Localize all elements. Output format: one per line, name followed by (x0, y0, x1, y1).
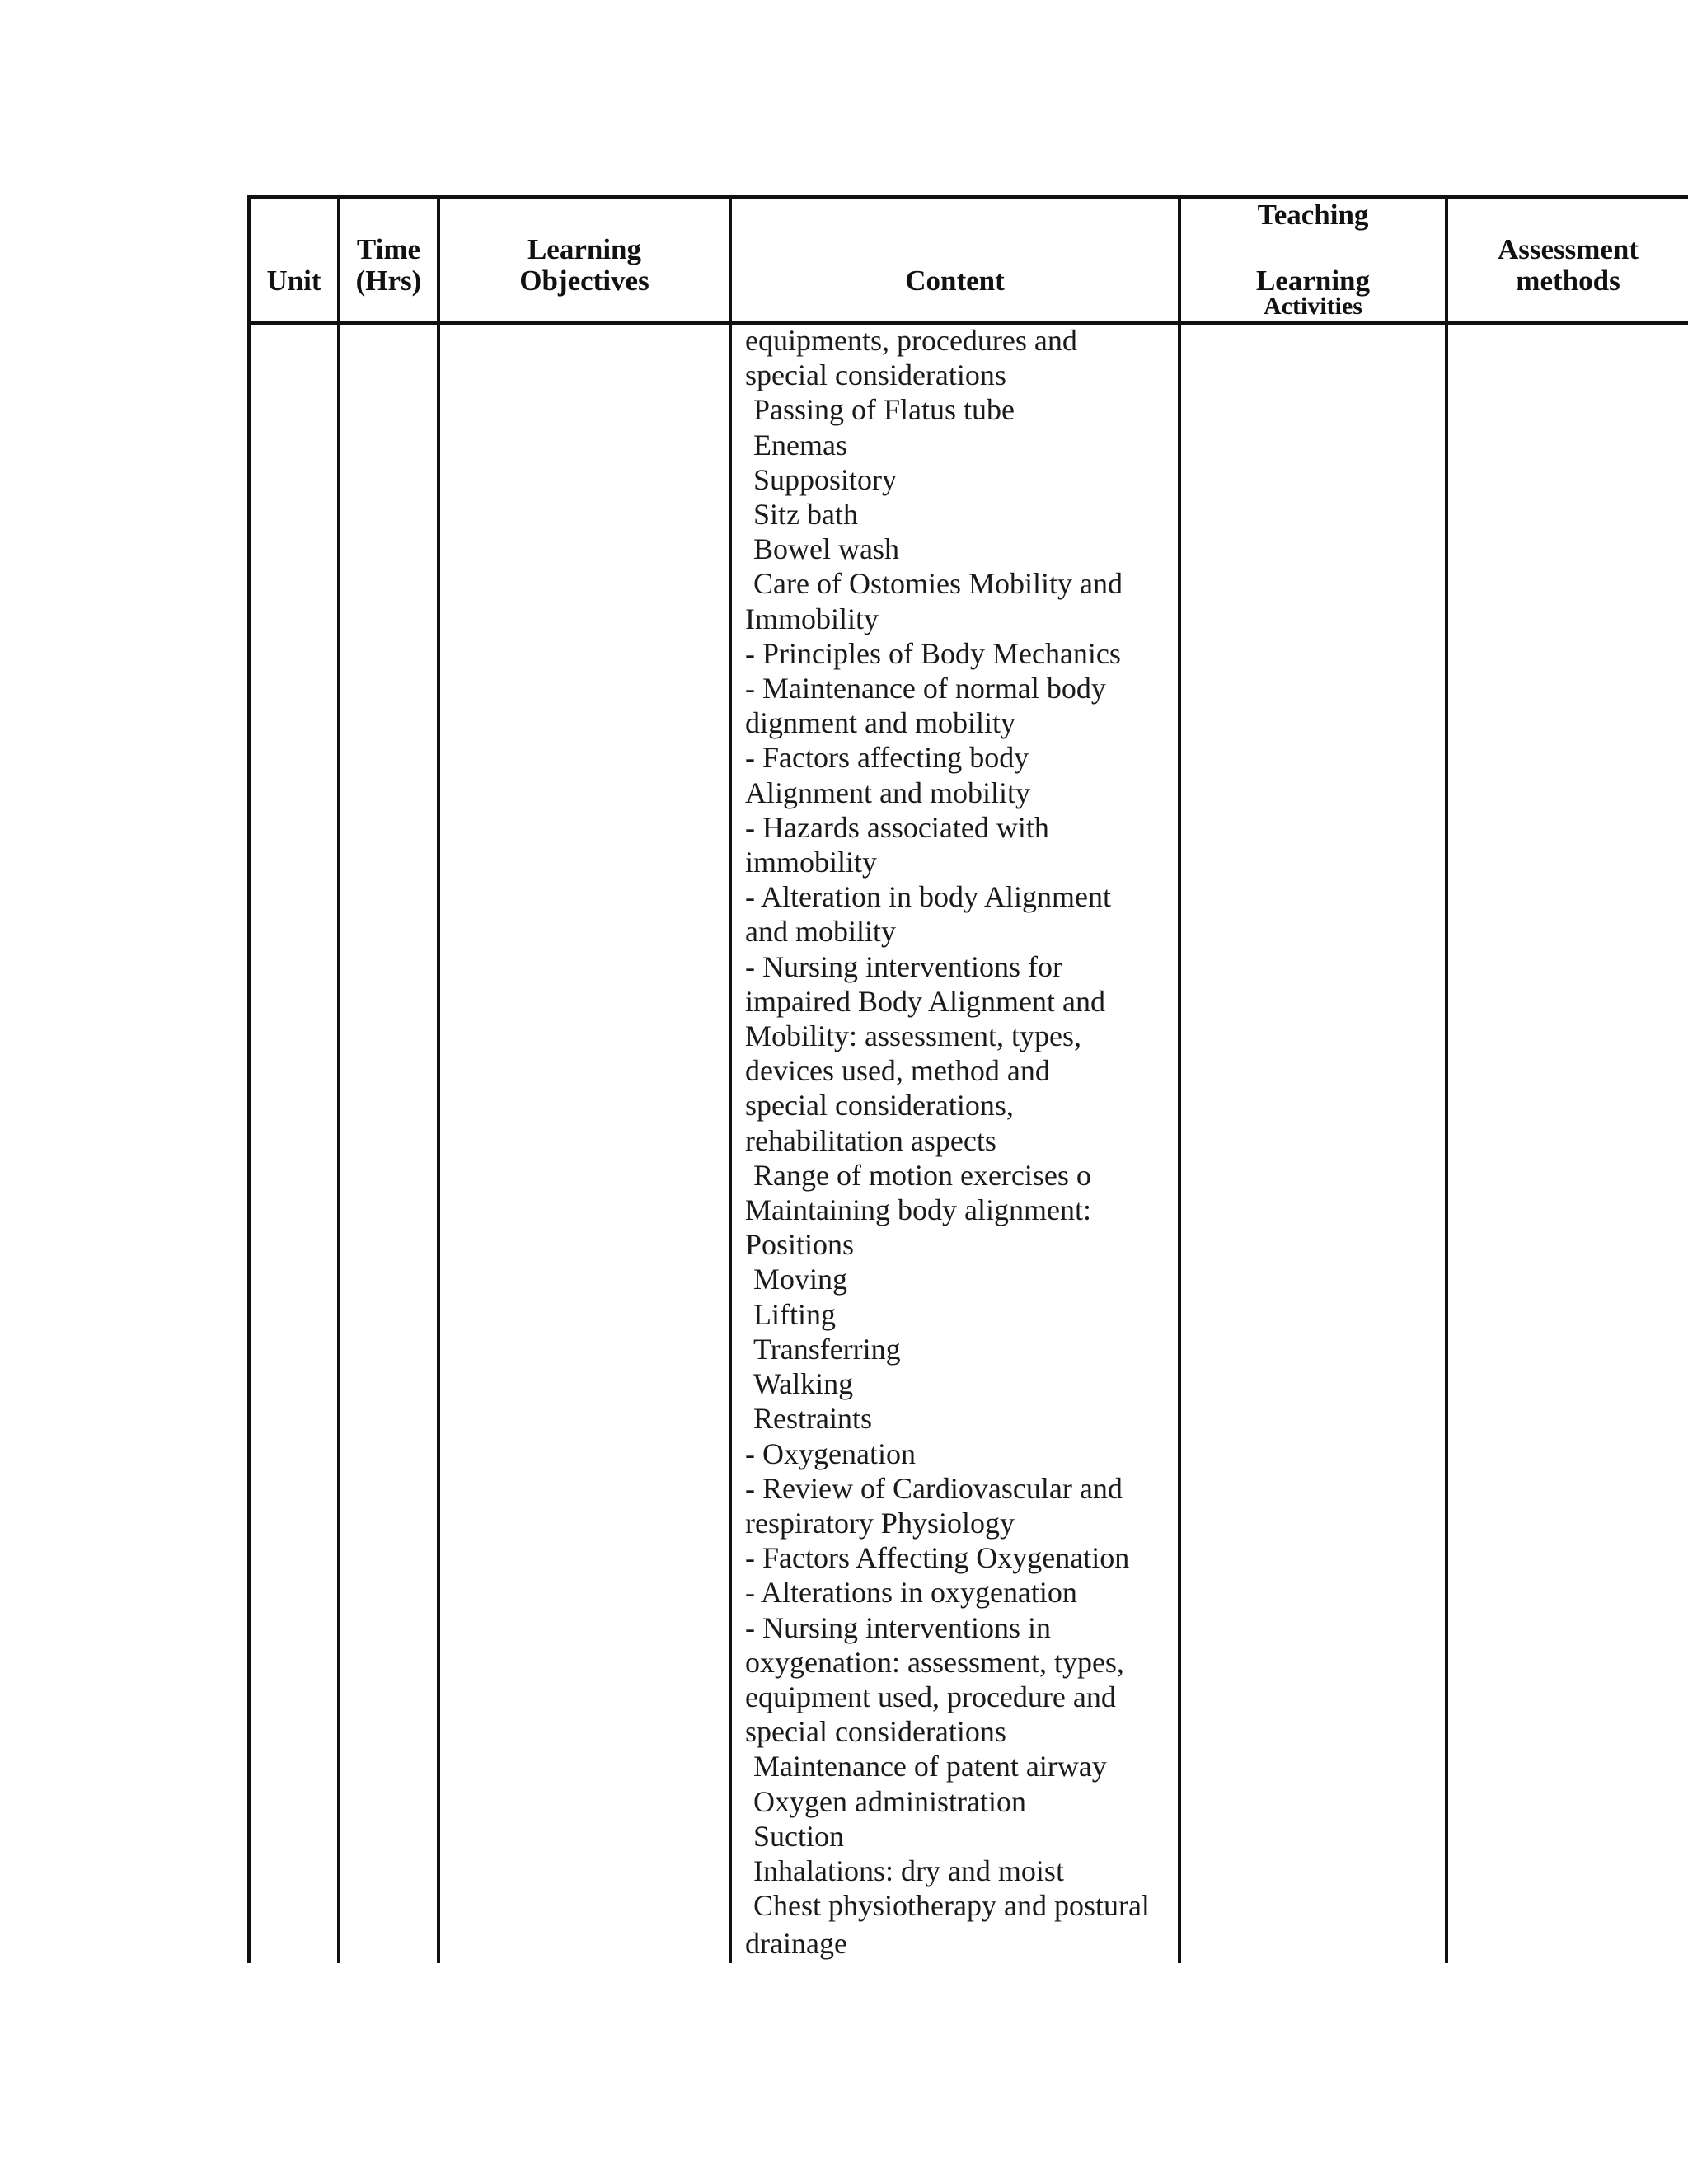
column-divider-time-objectives (437, 195, 440, 1963)
content-line: - Nursing interventions for (745, 949, 1062, 983)
column-divider-unit-time (337, 195, 340, 1963)
content-line: and mobility (745, 915, 896, 949)
content-line: - Oxygenation (745, 1436, 916, 1470)
content-line: - Maintenance of normal body (745, 672, 1106, 705)
content-line: - Principles of Body Mechanics (745, 636, 1121, 670)
content-line: special considerations (745, 359, 1006, 392)
table-top-border (247, 195, 1688, 199)
column-divider-content-teaching (1178, 195, 1181, 1963)
header-assessment-line1: Assessment (1497, 233, 1639, 265)
content-line: - Hazards associated with (745, 810, 1049, 844)
header-assessment-methods (1448, 234, 1688, 297)
content-line: Maintenance of patent airway (753, 1750, 1107, 1783)
content-line: Chest physiotherapy and postural (753, 1889, 1150, 1923)
content-line: Transferring (753, 1332, 901, 1366)
header-time (340, 234, 437, 297)
content-line: Range of motion exercises o (753, 1158, 1091, 1192)
content-line: oxygenation: assessment, types, (745, 1645, 1124, 1679)
content-line: - Review of Cardiovascular and (745, 1471, 1123, 1505)
content-line: - Factors Affecting Oxygenation (745, 1541, 1130, 1575)
content-line: - Alteration in body Alignment (745, 880, 1111, 914)
content-line: Sitz bath (753, 498, 858, 532)
content-line: Maintaining body alignment: (745, 1193, 1091, 1227)
header-learning-objectives (440, 234, 729, 297)
content-line: - Nursing interventions in (745, 1610, 1051, 1644)
content-line: special considerations, (745, 1089, 1014, 1122)
header-teaching-line1: Teaching (1257, 199, 1369, 231)
content-line: dignment and mobility (745, 706, 1015, 740)
content-cell (745, 323, 1174, 1961)
content-line: impaired Body Alignment and (745, 984, 1105, 1018)
content-line: Passing of Flatus tube (753, 393, 1015, 427)
content-line: Inhalations: dry and moist (753, 1854, 1064, 1887)
content-line: Mobility: assessment, types, (745, 1019, 1081, 1053)
content-line: rehabilitation aspects (745, 1123, 996, 1157)
content-line: Restraints (753, 1402, 872, 1436)
content-line: Bowel wash (753, 532, 899, 566)
content-line: Alignment and mobility (745, 776, 1030, 809)
content-line: drainage (745, 1927, 847, 1961)
header-teaching-line2: Learning (1255, 265, 1371, 297)
content-line: respiratory Physiology (745, 1506, 1015, 1540)
content-line: Walking (753, 1367, 854, 1401)
header-unit (251, 265, 337, 297)
table-left-border (247, 195, 251, 1963)
content-line: Suction (753, 1819, 845, 1853)
header-assessment-line2: methods (1516, 265, 1620, 297)
content-line: Enemas (753, 428, 847, 462)
content-line: Oxygen administration (753, 1784, 1026, 1818)
column-divider-teaching-assessment (1445, 195, 1448, 1963)
header-objectives-line2: Objectives (519, 265, 649, 297)
content-line: Moving (753, 1263, 848, 1296)
content-line: special considerations (745, 1715, 1006, 1749)
content-line: - Alterations in oxygenation (745, 1576, 1077, 1610)
header-time-line1: Time (356, 233, 421, 265)
content-line: Suppository (753, 462, 898, 496)
content-line: Positions (745, 1228, 855, 1262)
header-content (732, 265, 1178, 297)
content-line: - Factors affecting body (745, 741, 1029, 775)
content-line: Immobility (745, 602, 879, 635)
header-unit-label: Unit (266, 265, 321, 297)
content-line: equipment used, procedure and (745, 1680, 1116, 1713)
content-line: equipments, procedures and (745, 324, 1077, 357)
header-content-label: Content (905, 265, 1005, 297)
content-line: immobility (745, 846, 878, 879)
header-objectives-line1: Learning (527, 233, 642, 265)
content-line: Care of Ostomies Mobility and (753, 567, 1123, 601)
header-teaching-line3: Activities (1264, 293, 1362, 320)
column-divider-objectives-content (729, 195, 732, 1963)
content-line: devices used, method and (745, 1054, 1050, 1088)
content-line: Lifting (753, 1297, 836, 1331)
header-time-line2: (Hrs) (355, 265, 422, 297)
